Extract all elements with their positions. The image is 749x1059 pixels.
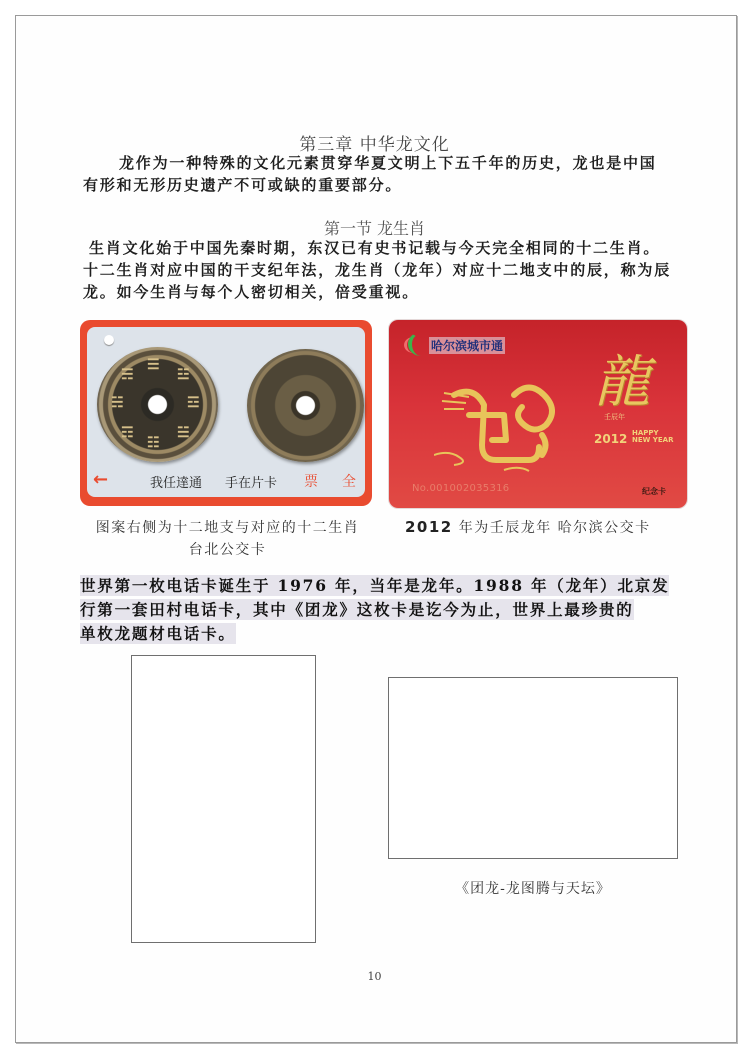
card-greeting [632, 430, 673, 444]
card-slogan-left: 我任達通 [150, 476, 203, 491]
caption-line1: 图案右侧为十二地支与对应的十二生肖 [95, 520, 360, 536]
caption-line2: 台北公交卡 [188, 542, 267, 558]
dragon-calligraphy: 龍 [594, 350, 650, 415]
card-label-ticket: 票 [304, 474, 318, 490]
phonecard-placeholder-portrait [131, 655, 316, 943]
caption-year: 2012 [405, 518, 453, 536]
phonecard-placeholder-landscape [388, 677, 678, 859]
harbin-transit-card-image [389, 320, 687, 508]
bagua-coin-image [97, 347, 218, 462]
highlight-line2: 行第一套田村电话卡，其中《团龙》这枚卡是讫今为止，世界上最珍贵的 [80, 600, 634, 619]
taipei-transit-card-image [80, 320, 372, 506]
card-label-full: 全 [342, 474, 356, 490]
trigram-icon: ☴ [121, 367, 134, 383]
harbin-card-caption [405, 517, 651, 537]
section-title: 第一节 龙生肖 [323, 219, 426, 238]
trigram-icon: ☱ [177, 425, 190, 441]
greeting-line1: HAPPY [632, 429, 659, 437]
card-brand: 哈尔滨城市通 [431, 339, 504, 353]
taipei-card-caption [80, 517, 375, 561]
zodiac-coin-image [247, 349, 364, 462]
arrow-left-icon: ← [93, 469, 109, 490]
highlight-line1: 世界第一枚电话卡诞生于 1976 年，当年是龙年。1988 年（龙年）北京发 [80, 576, 670, 595]
dragon-icon [434, 375, 564, 475]
card-hole [104, 335, 114, 345]
greeting-line2: NEW YEAR [632, 436, 674, 444]
trigram-icon: ☰ [147, 357, 160, 373]
calligraphy-subtitle: 壬辰年 [604, 413, 625, 421]
memorial-label: 纪念卡 [642, 486, 666, 496]
card-year: 2012 [594, 432, 628, 446]
section-body-paragraph: 生肖文化始于中国先秦时期，东汉已有史书记载与今天完全相同的十二生肖。十二生肖对应中国的干支纪年法，龙生肖（龙年）对应十二地支中的辰，称为辰龙。如今生肖与每个人密切相关，倍受重视。 [83, 239, 672, 301]
page-number: 10 [367, 970, 382, 983]
chapter-title: 第三章 中华龙文化 [299, 135, 450, 155]
highlight-line3: 单枚龙题材电话卡。 [80, 624, 236, 643]
caption-text: 年为壬辰龙年 哈尔滨公交卡 [452, 520, 651, 536]
trigram-icon: ☶ [121, 425, 134, 441]
card-face [87, 327, 365, 497]
card-slogan-bar [87, 469, 365, 491]
phonecard-highlight-paragraph [80, 574, 670, 646]
trigram-icon: ☳ [177, 367, 190, 383]
trigram-icon: ☲ [187, 395, 200, 411]
card-number: No.001002035316 [412, 483, 510, 494]
card-slogan-right: 手在片卡 [225, 476, 278, 491]
trigram-icon: ☷ [147, 435, 160, 451]
trigram-icon: ☵ [111, 395, 124, 411]
chapter-intro-paragraph: 龙作为一种特殊的文化元素贯穿华夏文明上下五千年的历史，龙也是中国有形和无形历史遗产不可或缺的重要部分。 [83, 154, 657, 194]
phonecard-caption: 《团龙-龙图腾与天坛》 [455, 881, 611, 897]
